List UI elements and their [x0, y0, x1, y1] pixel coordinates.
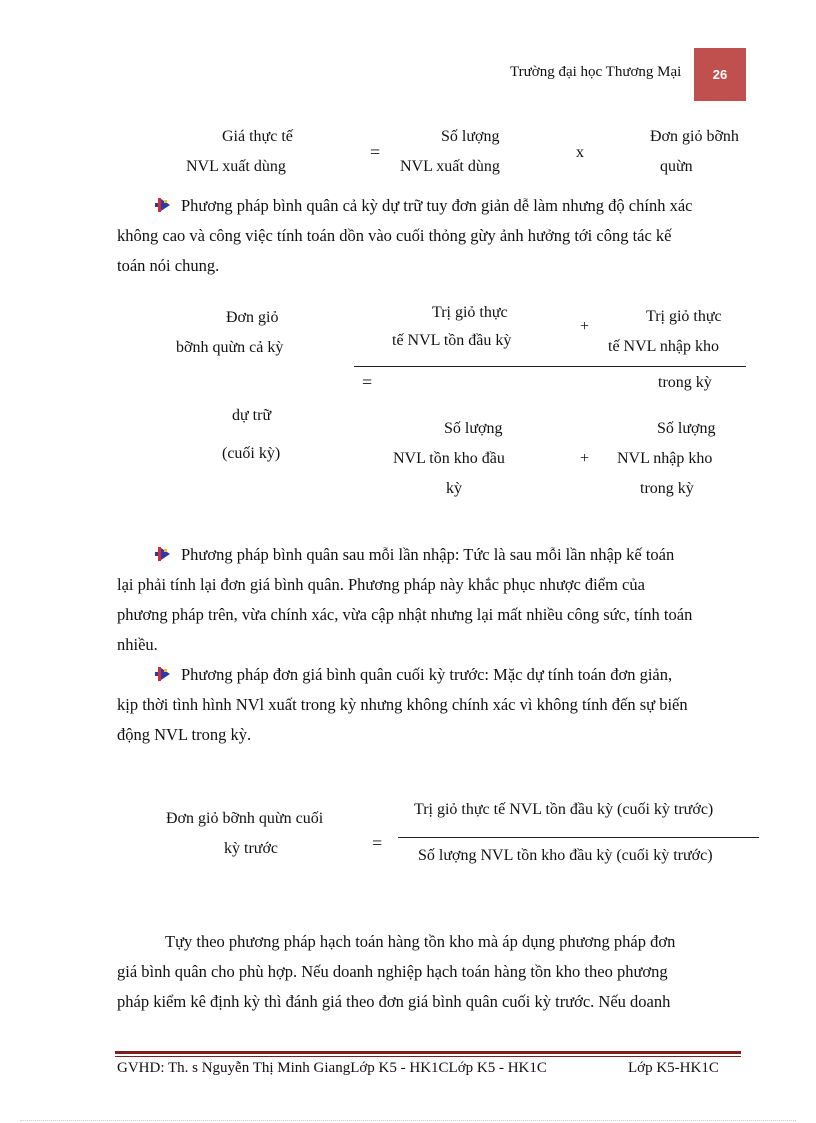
closing-line1: Tựy theo phương pháp hạch toán hàng tồn kho mà áp dụng phương pháp đơn — [165, 932, 676, 951]
footer-rule-thin — [115, 1056, 741, 1057]
formula2-den-plus: + — [580, 450, 590, 467]
formula2-den-a-line2: NVL tồn kho đầu — [393, 450, 505, 467]
bullet1-line2: không cao và công việc tính toán dồn vào cuối thỏng gừy ảnh hưởng tới công tác kế — [117, 226, 672, 245]
formula2-num-a-line2: tế NVL tồn đầu kỳ — [392, 332, 512, 349]
formula2-den-b-line2: NVL nhập kho — [617, 450, 713, 467]
formula1-times: x — [576, 144, 584, 161]
formula1-rhs-line1: Đơn giỏ bỡnh — [650, 128, 739, 145]
footer-instructor: GVHD: Th. s Nguyễn Thị Minh GiangLớp K5 - HK1CLớp K5 - HK1C — [117, 1060, 547, 1076]
formula1-lhs-line2: NVL xuất dùng — [186, 158, 286, 175]
formula2-num-b-line2: tế NVL nhập kho — [608, 338, 719, 355]
formula2-den-a-line1: Số lượng — [444, 420, 503, 437]
formula1-rhs-line2: quừn — [660, 158, 693, 175]
bullet2-line4: nhiều. — [117, 635, 158, 654]
formula2-den-b-line3: trong kỳ — [640, 480, 694, 497]
bullet3-line3: động NVL trong kỳ. — [117, 725, 252, 744]
formula2-fraction-bar — [354, 366, 746, 367]
page-number-badge: 26 — [694, 48, 746, 100]
bullet1-line3: toán nói chung. — [117, 256, 220, 275]
bullet2-line1: Phương pháp bình quân sau mỗi lần nhập: Tức là sau mỗi lần nhập kế toán — [181, 545, 675, 564]
formula2-num-a-line1: Trị giỏ thực — [432, 304, 508, 321]
footer-rule-thick — [115, 1051, 741, 1054]
formula2-lhs-line2: bỡnh quừn cả kỳ — [176, 339, 284, 356]
bullet1-line1: Phương pháp bình quân cả kỳ dự trữ tuy đơn giản dễ làm nhưng độ chính xác — [181, 196, 693, 215]
formula3-equals: = — [372, 833, 383, 853]
formula3-denominator: Số lượng NVL tồn kho đầu kỳ (cuối kỳ trước) — [418, 847, 713, 864]
page-bottom-dotted-line — [20, 1120, 796, 1121]
bullet-arrow-icon — [155, 541, 173, 555]
footer-class: Lớp K5-HK1C — [628, 1060, 719, 1076]
formula2-lhs-line3: dự trữ — [232, 407, 272, 424]
formula3-numerator: Trị giỏ thực tế NVL tồn đầu kỳ (cuối kỳ trước) — [414, 801, 714, 818]
formula1-equals: = — [370, 142, 381, 162]
formula2-equals: = — [362, 372, 373, 392]
closing-paragraph — [117, 927, 739, 1017]
closing-line2: giá bình quân cho phù hợp. Nếu doanh nghiệp hạch toán hàng tồn kho theo phương — [117, 962, 668, 981]
bullet-paragraph-2 — [117, 540, 739, 660]
formula2-lhs-line1: Đơn giỏ — [226, 309, 279, 326]
formula3-lhs-line2: kỳ trước — [224, 840, 279, 857]
bullet-arrow-icon — [155, 192, 173, 206]
bullet3-line2: kịp thời tình hình NVl xuất trong kỳ nhưng không chính xác vì không tính đến sự biến — [117, 695, 688, 714]
formula2-den-b-line1: Số lượng — [657, 420, 716, 437]
header-divider — [694, 100, 746, 101]
formula1-mid-line1: Số lượng — [441, 128, 500, 145]
formula3-fraction-bar — [398, 837, 759, 838]
formula2-num-plus: + — [580, 318, 590, 335]
closing-line3: pháp kiểm kê định kỳ thì đánh giá theo đơn giá bình quân cuối kỳ trước. Nếu doanh — [117, 992, 671, 1011]
bullet3-line1: Phương pháp đơn giá bình quân cuối kỳ trước: Mặc dự tính toán đơn giản, — [181, 665, 673, 684]
formula3-lhs-line1: Đơn giỏ bỡnh quừn cuối — [166, 810, 324, 827]
formula1-mid-line2: NVL xuất dùng — [400, 158, 500, 175]
formula2-num-b-line3: trong kỳ — [658, 374, 712, 391]
bullet-arrow-icon — [155, 661, 173, 675]
header-school-name: Trường đại học Thương Mại — [510, 64, 682, 80]
bullet-paragraph-1 — [117, 191, 739, 281]
formula1-lhs-line1: Giá thực tế — [222, 128, 293, 145]
formula2-lhs-line4: (cuối kỳ) — [222, 445, 281, 462]
formula2-den-a-line3: kỳ — [446, 480, 462, 497]
bullet2-line3: phương pháp trên, vừa chính xác, vừa cập nhật nhưng lại mất nhiều công sức, tính toán — [117, 605, 693, 624]
formula2-num-b-line1: Trị giỏ thực — [646, 308, 722, 325]
bullet2-line2: lại phải tính lại đơn giá bình quân. Phương pháp này khắc phục nhược điểm của — [117, 575, 645, 594]
bullet-paragraph-3 — [117, 660, 739, 750]
